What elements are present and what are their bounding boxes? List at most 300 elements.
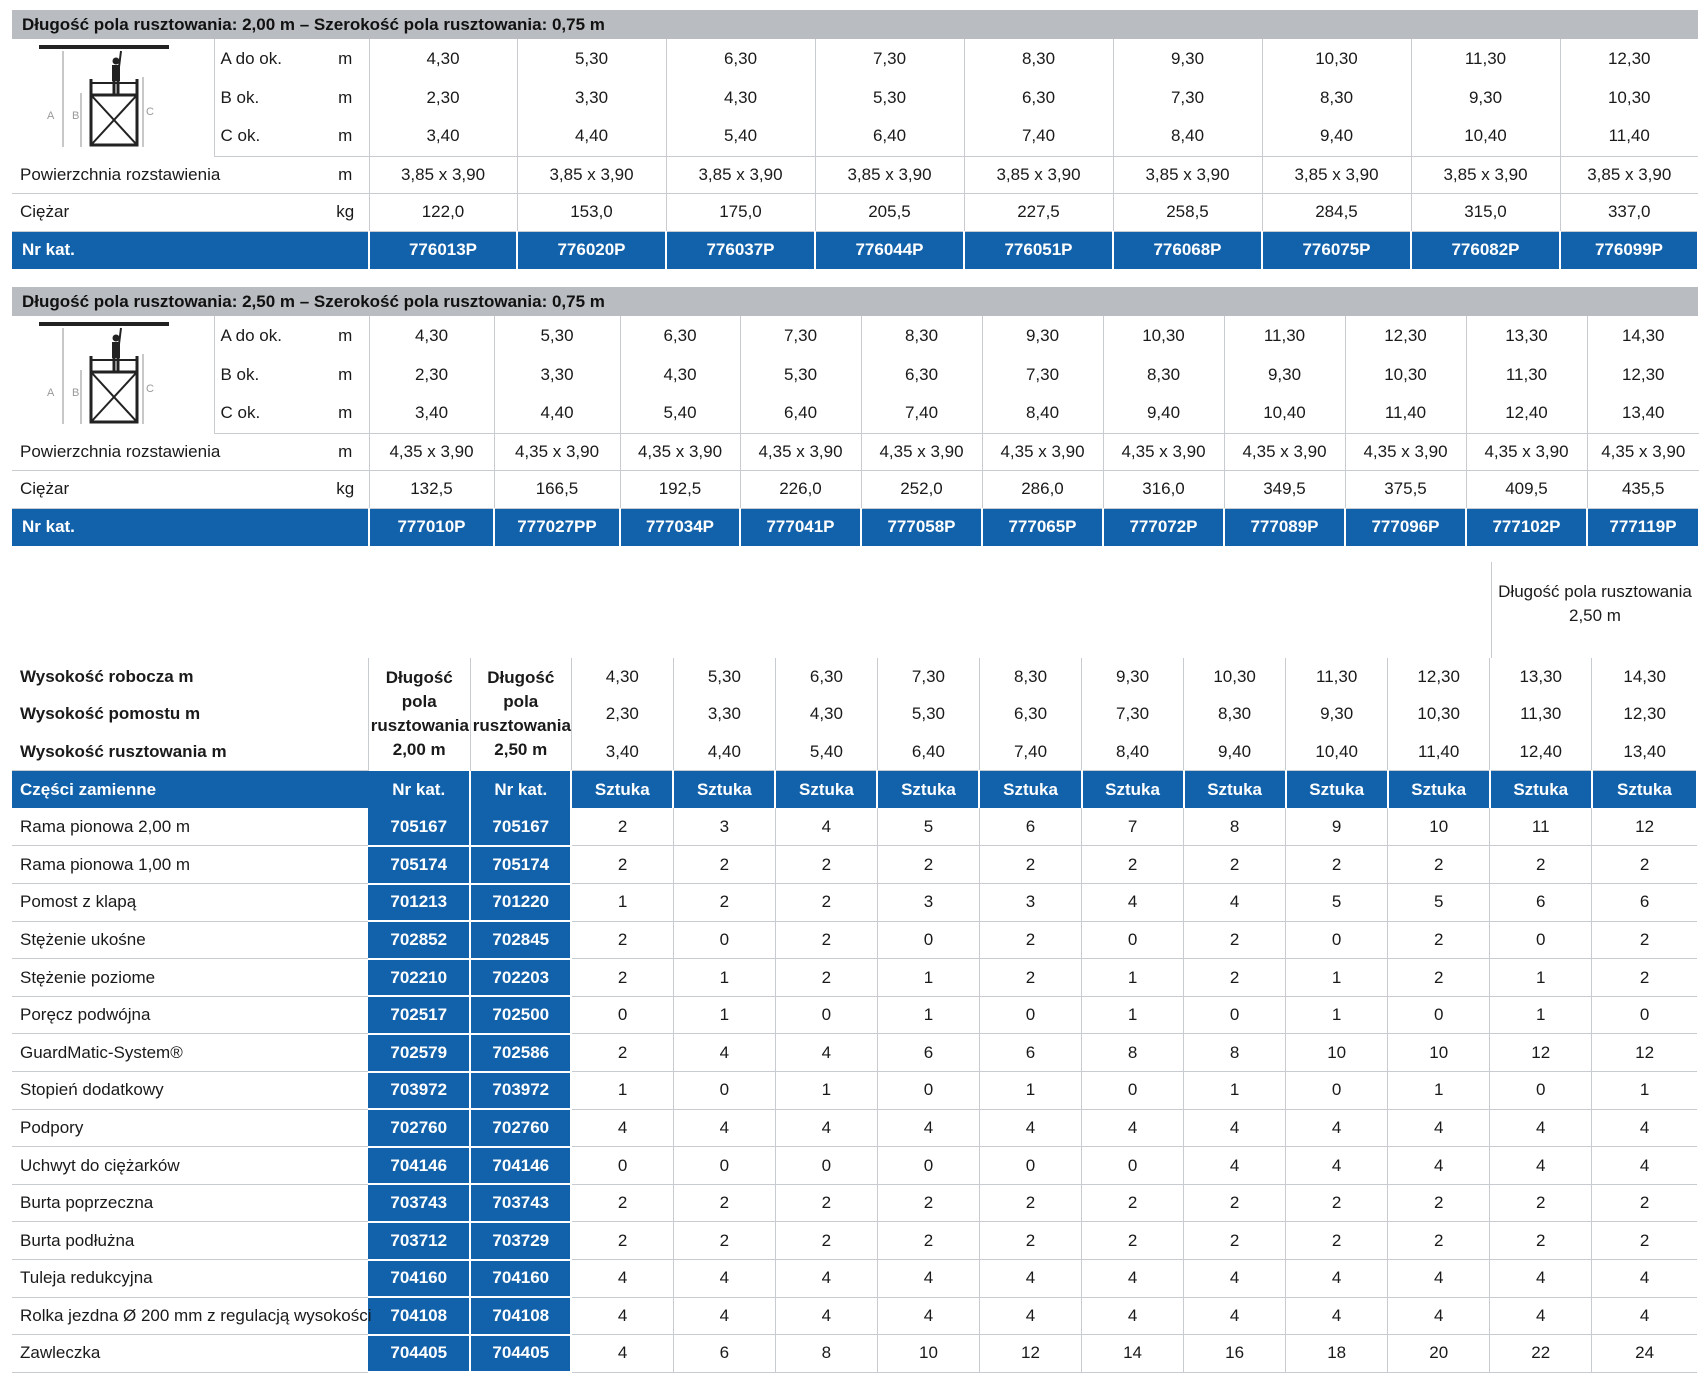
table3-qty-cell: 1 <box>1184 1072 1286 1110</box>
table3-qty-cell: 24 <box>1592 1335 1697 1373</box>
table3-part-nr-b: 701220 <box>470 884 571 922</box>
table2-catalog-number: 777034P <box>620 508 740 546</box>
table3-qty-cell: 2 <box>1490 1222 1592 1260</box>
table2-value-cell: 11,30 <box>1466 355 1587 394</box>
table3-qty-cell: 1 <box>979 1072 1081 1110</box>
table3-qty-cell: 16 <box>1184 1335 1286 1373</box>
table2-value-cell: 8,30 <box>861 316 982 355</box>
table3-qty-cell: 4 <box>1490 1297 1592 1335</box>
table1-area-row <box>12 156 1698 194</box>
table3-unit-header: Sztuka <box>1592 771 1697 809</box>
table2-weight-cell: 192,5 <box>620 471 740 509</box>
table3-qty-cell: 2 <box>571 846 673 884</box>
table3-unit-header: Sztuka <box>1490 771 1592 809</box>
table2-area-cell: 4,35 x 3,90 <box>1103 433 1224 471</box>
table3-unit-header: Sztuka <box>673 771 775 809</box>
table3-qty-cell: 9 <box>1286 808 1388 846</box>
table3-qty-cell: 2 <box>979 1184 1081 1222</box>
table3-qty-cell: 2 <box>979 959 1081 997</box>
table2-area-cell: 4,35 x 3,90 <box>1345 433 1466 471</box>
table2-catalog-label: Nr kat. <box>12 508 322 546</box>
table3-qty-cell: 4 <box>1592 1147 1697 1185</box>
table3-nr-a-header: Nr kat. <box>368 771 470 809</box>
table3-part-name: Stopień dodatkowy <box>12 1072 368 1110</box>
table3-qty-cell: 4 <box>1388 1109 1490 1147</box>
table1-weight-cell: 153,0 <box>517 194 666 232</box>
table3-qty-cell: 4 <box>673 1297 775 1335</box>
table3-part-nr-a: 701213 <box>368 884 470 922</box>
table3-qty-cell: 1 <box>1286 959 1388 997</box>
table2-weight-cell: 316,0 <box>1103 471 1224 509</box>
table3-qty-cell: 2 <box>1388 1184 1490 1222</box>
table2-value-cell: 13,40 <box>1587 394 1699 433</box>
table3-qty-cell: 4 <box>1082 1297 1184 1335</box>
table2-value-cell: 6,30 <box>620 316 740 355</box>
table2-section <box>12 287 1698 546</box>
table3-qty-cell: 2 <box>571 1222 673 1260</box>
table2-weight-label: Ciężar <box>12 471 322 509</box>
table3-qty-cell: 2 <box>775 1222 877 1260</box>
table3-part-row <box>12 996 1697 1034</box>
table3-qty-cell: 6 <box>979 808 1081 846</box>
table1-catalog-number: 776099P <box>1560 231 1698 269</box>
table3-qty-cell: 1 <box>571 1072 673 1110</box>
table1-value-cell: 10,30 <box>1607 87 1651 107</box>
table1-weight-cell: 122,0 <box>369 194 517 232</box>
table1-label-c: C <box>145 106 154 118</box>
table2-catalog-number: 777096P <box>1345 508 1466 546</box>
table3-part-nr-a: 702852 <box>368 921 470 959</box>
table3-height-cell: 6,40 <box>877 733 979 771</box>
table1-row-1 <box>12 78 1698 117</box>
table3-qty-cell: 12 <box>979 1335 1081 1373</box>
table3-qty-cell: 0 <box>877 1072 979 1110</box>
table2-value-cell: 10,40 <box>1224 394 1345 433</box>
table3-header-row <box>12 771 1697 809</box>
table3-part-nr-a: 702517 <box>368 996 470 1034</box>
table3-col-b-header: Długość pola rusztowania 2,50 m <box>470 658 571 771</box>
table1-weight-label: Ciężar <box>12 194 322 232</box>
table3-qty-cell: 1 <box>673 996 775 1034</box>
table1-catalog-number: 776013P <box>369 231 517 269</box>
table3-qty-cell: 2 <box>1490 1184 1592 1222</box>
table3-height-cell: 7,30 <box>1082 696 1184 734</box>
table2-value-cell: 6,30 <box>861 355 982 394</box>
table1-worker-arm <box>119 51 121 67</box>
table3-part-nr-a: 703972 <box>368 1072 470 1110</box>
table3-qty-cell: 4 <box>673 1034 775 1072</box>
table2-row-1 <box>12 355 1699 394</box>
table1-catalog-label: Nr kat. <box>12 231 322 269</box>
table3-qty-cell: 12 <box>1490 1034 1592 1072</box>
table2-area-cell: 4,35 x 3,90 <box>740 433 861 471</box>
table1-catalog-number: 776082P <box>1411 231 1560 269</box>
table3-unit-header: Sztuka <box>775 771 877 809</box>
table3-qty-cell: 4 <box>1082 1109 1184 1147</box>
table2-value-cell: 6,40 <box>740 394 861 433</box>
table2-value-cell: 11,40 <box>1345 394 1466 433</box>
table2-value-cell: 14,30 <box>1621 325 1665 345</box>
table1-catalog-number: 776068P <box>1113 231 1262 269</box>
table1-diagram-cell <box>12 39 214 156</box>
table3-part-row <box>12 1147 1697 1185</box>
table2-value-cell: 8,40 <box>982 394 1103 433</box>
table2-catalog-number: 777072P <box>1103 508 1224 546</box>
table3-qty-cell: 0 <box>1082 921 1184 959</box>
table3-qty-cell: 2 <box>877 1184 979 1222</box>
table3-qty-cell: 4 <box>571 1109 673 1147</box>
table3-qty-cell: 8 <box>1184 1034 1286 1072</box>
table2-catalog-number: 777010P <box>369 508 494 546</box>
table2-row-unit: m <box>322 394 369 433</box>
table2-area-cell: 4,35 x 3,90 <box>620 433 740 471</box>
table3-qty-cell: 10 <box>1286 1034 1388 1072</box>
table1-area-cell: 3,85 x 3,90 <box>815 156 964 194</box>
table1-catalog-unit-empty <box>322 231 369 269</box>
table3-qty-cell: 2 <box>1184 959 1286 997</box>
table3-qty-cell: 0 <box>673 1147 775 1185</box>
table3-qty-cell: 6 <box>979 1034 1081 1072</box>
table3-height-cell: 9,30 <box>1082 658 1184 696</box>
table3-height-cell: 11,30 <box>1490 696 1592 734</box>
table3-qty-cell: 5 <box>877 808 979 846</box>
table1-value-cell: 4,40 <box>517 117 666 156</box>
table2-catalog-number: 777102P <box>1466 508 1587 546</box>
table3-qty-cell: 2 <box>877 846 979 884</box>
table2-worker-arm <box>119 328 121 344</box>
table3-part-nr-b: 703972 <box>470 1072 571 1110</box>
table3-qty-cell: 4 <box>1184 1260 1286 1298</box>
table3-part-name: Stężenie poziome <box>12 959 368 997</box>
table3-height-cell: 4,40 <box>673 733 775 771</box>
table3-height-cell: 8,30 <box>979 658 1081 696</box>
table3-part-nr-a: 704108 <box>368 1297 470 1335</box>
table3-height-cell: 4,30 <box>571 658 673 696</box>
table3-qty-cell: 4 <box>1286 1297 1388 1335</box>
table2-value-cell: 5,40 <box>620 394 740 433</box>
table3-part-nr-b: 702586 <box>470 1034 571 1072</box>
table1-row-label: B ok. <box>220 87 260 107</box>
table1-value-cell: 5,30 <box>517 39 666 78</box>
table3-qty-cell: 1 <box>775 1072 877 1110</box>
table3-part-nr-a: 705174 <box>368 846 470 884</box>
table3-qty-cell: 7 <box>1082 808 1184 846</box>
table3-qty-cell: 2 <box>1286 846 1388 884</box>
table3-height-row-0 <box>12 658 1697 696</box>
table3-part-nr-a: 702579 <box>368 1034 470 1072</box>
table1-value-cell: 6,30 <box>964 78 1113 117</box>
table1-area-cell: 3,85 x 3,90 <box>1560 156 1698 194</box>
table1-area-cell: 3,85 x 3,90 <box>369 156 517 194</box>
table3-part-nr-a: 704160 <box>368 1260 470 1298</box>
table3-height-cell: 4,30 <box>775 696 877 734</box>
table3-part-row <box>12 846 1697 884</box>
table3-qty-cell: 2 <box>1388 1222 1490 1260</box>
table2-row-unit: m <box>322 316 369 355</box>
table2-value-cell: 12,40 <box>1466 394 1587 433</box>
table3-height-cell: 3,40 <box>571 733 673 771</box>
table3-part-row <box>12 1034 1697 1072</box>
table3-part-nr-a: 703743 <box>368 1184 470 1222</box>
table3-qty-cell: 2 <box>1592 959 1697 997</box>
table1-value-cell: 4,30 <box>666 78 815 117</box>
table3-unit-header: Sztuka <box>979 771 1081 809</box>
table3-qty-cell: 1 <box>1388 1072 1490 1110</box>
table3-qty-cell: 1 <box>1286 996 1388 1034</box>
table3-qty-cell: 0 <box>571 996 673 1034</box>
table3-qty-cell: 4 <box>775 808 877 846</box>
table2-value-cell: 4,30 <box>369 316 494 355</box>
table3-qty-cell: 6 <box>673 1335 775 1373</box>
table1-row-unit: m <box>322 39 369 78</box>
table3-part-row <box>12 1109 1697 1147</box>
table3-height-label: Wysokość robocza m <box>20 666 194 686</box>
table3-qty-cell: 2 <box>1184 846 1286 884</box>
table3-part-row <box>12 1335 1697 1373</box>
table3-unit-header: Sztuka <box>1286 771 1388 809</box>
table3-qty-cell: 2 <box>1082 1184 1184 1222</box>
table3-col-a-header: Długość pola rusztowania 2,00 m <box>368 658 470 771</box>
table3-height-cell: 10,30 <box>1388 696 1490 734</box>
table1-value-cell: 7,30 <box>815 39 964 78</box>
table3-height-cell: 12,30 <box>1388 658 1490 696</box>
table3-qty-cell: 4 <box>1388 1260 1490 1298</box>
table3-part-row <box>12 959 1697 997</box>
table3-height-cell: 7,40 <box>979 733 1081 771</box>
table3-part-row <box>12 1184 1697 1222</box>
table2-diagram-cell <box>12 316 214 433</box>
table3-part-row <box>12 1260 1697 1298</box>
table3-qty-cell: 0 <box>775 1147 877 1185</box>
table2-area-cell: 4,35 x 3,90 <box>369 433 494 471</box>
table2-row-unit: m <box>322 355 369 394</box>
table3-qty-cell: 2 <box>979 846 1081 884</box>
table3-qty-cell: 4 <box>1184 1109 1286 1147</box>
table2-label-a: A <box>46 387 55 399</box>
table1-ceiling-bar <box>39 45 169 49</box>
table3-part-row <box>12 884 1697 922</box>
table3-qty-cell: 4 <box>979 1260 1081 1298</box>
table3-part-nr-a: 702210 <box>368 959 470 997</box>
table1-section <box>12 10 1698 269</box>
table1-weight-row <box>12 194 1698 232</box>
table3-qty-cell: 0 <box>1592 996 1697 1034</box>
table1-value-cell: 10,40 <box>1411 117 1560 156</box>
table3-qty-cell: 1 <box>1490 959 1592 997</box>
table1-row-unit: m <box>322 78 369 117</box>
table3-qty-cell: 4 <box>877 1260 979 1298</box>
table2-area-cell: 4,35 x 3,90 <box>982 433 1103 471</box>
table3-unit-header: Sztuka <box>1082 771 1184 809</box>
table1-area-cell: 3,85 x 3,90 <box>666 156 815 194</box>
table3-qty-cell: 2 <box>979 921 1081 959</box>
table3-qty-cell: 0 <box>1286 1072 1388 1110</box>
table2-value-cell: 3,30 <box>494 355 620 394</box>
table3-qty-cell: 2 <box>1592 1222 1697 1260</box>
table3-part-row <box>12 1297 1697 1335</box>
table1-area-unit: m <box>322 156 369 194</box>
table3-qty-cell: 6 <box>877 1034 979 1072</box>
table3-qty-cell: 2 <box>1184 1222 1286 1260</box>
table2-catalog-number: 777058P <box>861 508 982 546</box>
table2-catalog-unit-empty <box>322 508 369 546</box>
table2-value-cell: 12,30 <box>1621 364 1665 384</box>
table3-qty-cell: 2 <box>1082 846 1184 884</box>
table3-part-name: Podpory <box>12 1109 368 1147</box>
table2-value-cell: 4,40 <box>494 394 620 433</box>
table2-area-label: Powierzchnia rozstawienia <box>12 433 322 471</box>
table3-qty-cell: 4 <box>1592 1297 1697 1335</box>
table3-part-nr-b: 704108 <box>470 1297 571 1335</box>
table2-area-cell: 4,35 x 3,90 <box>861 433 982 471</box>
table3-qty-cell: 1 <box>877 996 979 1034</box>
table3-qty-cell: 4 <box>1592 1109 1697 1147</box>
table3-qty-cell: 1 <box>1490 996 1592 1034</box>
table3-qty-cell: 3 <box>979 884 1081 922</box>
table1-area-cell: 3,85 x 3,90 <box>1262 156 1411 194</box>
table3-qty-cell: 1 <box>571 884 673 922</box>
table3-qty-cell: 2 <box>1388 959 1490 997</box>
table2-weight-cell: 166,5 <box>494 471 620 509</box>
table3-part-row <box>12 808 1697 846</box>
table2-row-label: A do ok. <box>220 325 282 345</box>
table1-value-cell: 6,40 <box>815 117 964 156</box>
table3-qty-cell: 2 <box>673 846 775 884</box>
table3-qty-cell: 0 <box>979 1147 1081 1185</box>
table2-row-label: C ok. <box>214 394 322 433</box>
table1-catalog-row <box>12 231 1698 269</box>
table3-height-cell: 2,30 <box>571 696 673 734</box>
table3-qty-cell: 1 <box>673 959 775 997</box>
table3-part-nr-b: 704146 <box>470 1147 571 1185</box>
table1-area-cell: 3,85 x 3,90 <box>964 156 1113 194</box>
table3-part-nr-b: 704160 <box>470 1260 571 1298</box>
table3-part-nr-b: 703743 <box>470 1184 571 1222</box>
table1-weight-cell: 315,0 <box>1411 194 1560 232</box>
table1-value-cell: 10,30 <box>1262 39 1411 78</box>
table3-qty-cell: 0 <box>673 1072 775 1110</box>
table3-qty-cell: 0 <box>1082 1072 1184 1110</box>
table3-qty-cell: 22 <box>1490 1335 1592 1373</box>
table3-part-nr-b: 703729 <box>470 1222 571 1260</box>
table3-qty-cell: 0 <box>1184 996 1286 1034</box>
table3-qty-cell: 2 <box>1286 1222 1388 1260</box>
table3-height-cell: 5,40 <box>775 733 877 771</box>
table3-qty-cell: 11 <box>1490 808 1592 846</box>
table3-qty-cell: 8 <box>1082 1034 1184 1072</box>
table3-qty-cell: 4 <box>571 1335 673 1373</box>
table3-part-nr-b: 705167 <box>470 808 571 846</box>
table1-catalog-number: 776037P <box>666 231 815 269</box>
table1-value-cell: 7,40 <box>964 117 1113 156</box>
table1-value-cell: 9,30 <box>1411 78 1560 117</box>
table3-qty-cell: 2 <box>1184 921 1286 959</box>
table2-value-cell: 10,30 <box>1345 355 1466 394</box>
table2-area-cell: 4,35 x 3,90 <box>1224 433 1345 471</box>
table2-worker-body <box>112 342 120 358</box>
table2-catalog-row <box>12 508 1699 546</box>
table1-value-cell: 8,30 <box>1262 78 1411 117</box>
table3-height-cell: 8,30 <box>1184 696 1286 734</box>
table1-weight-cell: 337,0 <box>1560 194 1698 232</box>
table3-qty-cell: 14 <box>1082 1335 1184 1373</box>
table3-qty-cell: 4 <box>775 1109 877 1147</box>
table3-part-nr-a: 705167 <box>368 808 470 846</box>
table2-catalog-number: 777041P <box>740 508 861 546</box>
table3-height-cell: 9,40 <box>1184 733 1286 771</box>
table3-height-cell: 5,30 <box>673 658 775 696</box>
table2-value-cell: 5,30 <box>740 355 861 394</box>
table3-height-cell: 14,30 <box>1623 666 1666 686</box>
table3-qty-cell: 4 <box>1082 884 1184 922</box>
table2-value-cell: 7,40 <box>861 394 982 433</box>
table2-row-label: B ok. <box>220 364 260 384</box>
table3-qty-cell: 4 <box>1286 1260 1388 1298</box>
table3-height-label: Wysokość pomostu m <box>20 704 201 724</box>
table1-row-label: A do ok. <box>220 48 282 68</box>
table1-area-cell: 3,85 x 3,90 <box>517 156 666 194</box>
table2-label-c: C <box>145 383 154 395</box>
table3-qty-cell: 8 <box>1184 808 1286 846</box>
table2-weight-cell: 286,0 <box>982 471 1103 509</box>
table3-qty-cell: 1 <box>1082 996 1184 1034</box>
table1-value-cell: 2,30 <box>369 78 517 117</box>
table3-height-cell: 10,40 <box>1286 733 1388 771</box>
table2-title: Długość pola rusztowania: 2,50 m – Szerokość pola rusztowania: 0,75 m <box>12 287 1698 316</box>
table3-qty-cell: 6 <box>1592 884 1697 922</box>
table2-area-unit: m <box>322 433 369 471</box>
table3-qty-cell: 0 <box>1490 921 1592 959</box>
table3-qty-cell: 4 <box>1082 1260 1184 1298</box>
table2-weight-cell: 132,5 <box>369 471 494 509</box>
table3-height-cell: 9,30 <box>1286 696 1388 734</box>
table3-qty-cell: 0 <box>1082 1147 1184 1185</box>
table1-weight-cell: 284,5 <box>1262 194 1411 232</box>
table3-part-name: GuardMatic-System® <box>12 1034 368 1072</box>
table3-qty-cell: 0 <box>979 996 1081 1034</box>
table2-ceiling-bar <box>39 322 169 326</box>
table3-qty-cell: 4 <box>877 1297 979 1335</box>
table3-qty-cell: 2 <box>1388 846 1490 884</box>
table3-qty-cell: 4 <box>1388 1147 1490 1185</box>
table3-part-nr-b: 704405 <box>470 1335 571 1373</box>
table3-height-label: Wysokość rusztowania m <box>12 733 368 771</box>
table3-qty-cell: 4 <box>1286 1147 1388 1185</box>
table3-qty-cell: 4 <box>1490 1147 1592 1185</box>
table3-qty-cell: 2 <box>673 884 775 922</box>
table3-qty-cell: 4 <box>979 1297 1081 1335</box>
table3-qty-cell: 0 <box>1490 1072 1592 1110</box>
table3-qty-cell: 2 <box>1592 846 1697 884</box>
table3-qty-cell: 4 <box>1490 1260 1592 1298</box>
table2-value-cell: 9,30 <box>982 316 1103 355</box>
table1 <box>12 39 1699 269</box>
table2-value-cell: 5,30 <box>494 316 620 355</box>
table1-worker-body <box>112 65 120 81</box>
table3-qty-cell: 2 <box>571 921 673 959</box>
table3-qty-cell: 1 <box>1082 959 1184 997</box>
table1-value-cell: 5,30 <box>815 78 964 117</box>
table1-row-2 <box>12 117 1698 156</box>
table2-weight-cell: 226,0 <box>740 471 861 509</box>
table2-value-cell: 4,30 <box>620 355 740 394</box>
table2-value-cell: 3,40 <box>369 394 494 433</box>
table1-catalog-number: 776075P <box>1262 231 1411 269</box>
table3-qty-cell: 2 <box>1082 1222 1184 1260</box>
table3-qty-cell: 12 <box>1592 808 1697 846</box>
table3-height-cell: 3,30 <box>673 696 775 734</box>
table3-part-name: Rama pionowa 1,00 m <box>12 846 368 884</box>
